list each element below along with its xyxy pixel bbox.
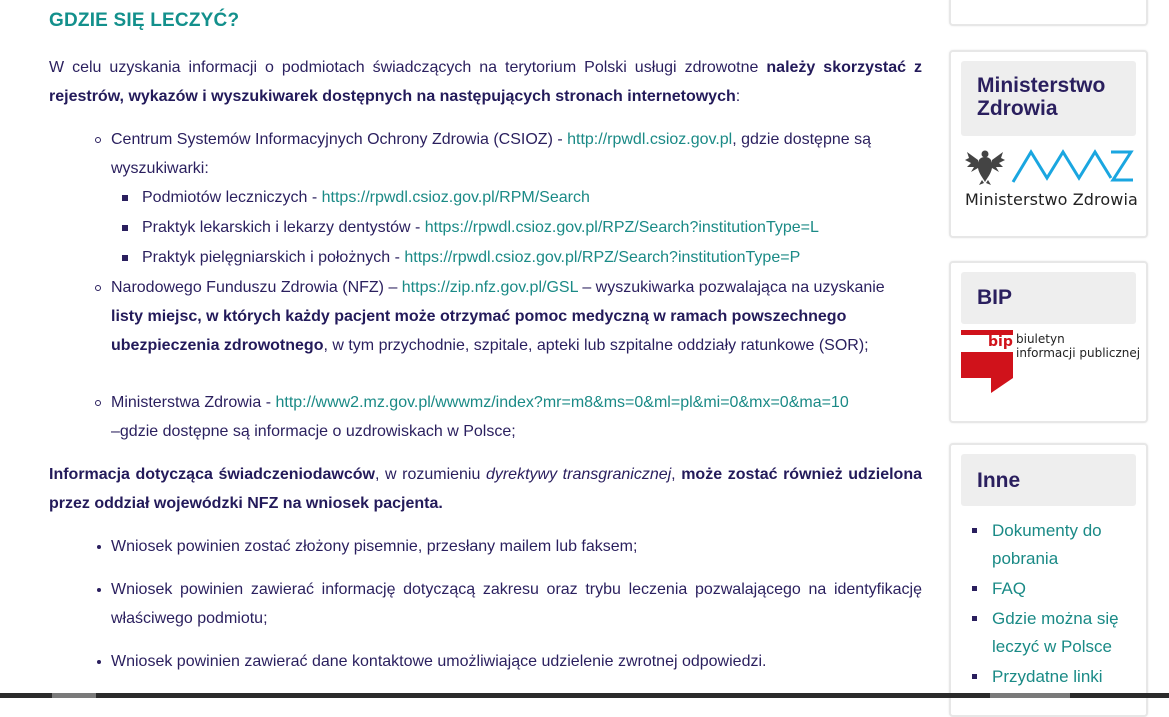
- list-item: Wniosek powinien zostać złożony pisemnie, przesłany mailem lub faksem;: [95, 532, 922, 561]
- sidebar-item-documents[interactable]: [971, 517, 1131, 573]
- sub-item-pielegniarki: [111, 243, 915, 273]
- sidebar-box-bip: [949, 261, 1148, 423]
- csioz-sublist: [111, 183, 915, 273]
- sub-item-lekarze: [111, 213, 915, 243]
- info-paragraph: [49, 460, 922, 518]
- info-text1: , w rozumieniu: [374, 466, 486, 483]
- info-bold1: Informacja dotycząca świadczeniodawców: [49, 466, 375, 483]
- nfz-text3: , w tym przychodnie, szpitale, apteki lub szpitalne oddziały ratunkowe (SOR);: [323, 337, 869, 354]
- sidebar-link[interactable]: Dokumenty do pobrania: [992, 521, 1102, 568]
- csioz-text: Centrum Systemów Informacyjnych Ochrony Zdrowia (CSIOZ) -: [111, 131, 568, 148]
- sub-label: Praktyk lekarskich i lekarzy dentystów -: [142, 219, 425, 236]
- mz-text: Ministerstwa Zdrowia -: [111, 394, 276, 411]
- sidebar-item-where-to-treat[interactable]: [971, 605, 1131, 661]
- sidebar-item-useful-links[interactable]: [971, 663, 1131, 691]
- intro-paragraph: [49, 53, 922, 111]
- sub-label: Praktyk pielęgniarskich i położnych -: [142, 249, 405, 266]
- other-links: [971, 517, 1131, 693]
- list-item-csioz: [95, 125, 915, 273]
- registry-list-mz: [95, 388, 915, 446]
- sub-item-podmioty: [111, 183, 915, 213]
- sub-link-pielegniarki[interactable]: https://rpwdl.csioz.gov.pl/RPZ/Search?institutionType=P: [404, 249, 801, 266]
- bip-line1: biuletyn: [1016, 332, 1065, 346]
- list-item: Wniosek powinien zawierać dane kontaktowe umożliwiające udzielenie zwrotnej odpowiedzi.: [95, 647, 922, 676]
- ministry-logo-text: Ministerstwo Zdrowia: [965, 190, 1138, 209]
- sidebar-link[interactable]: Przydatne linki: [992, 667, 1103, 686]
- list-item-mz: [95, 388, 915, 446]
- ministry-heading: Ministerstwo Zdrowia: [961, 61, 1136, 136]
- mz-logo-mark: [1011, 148, 1135, 186]
- intro-bold: należy skorzystać z rejestrów, wykazów i wyszukiwarek dostępnych na następujących stronach internetowych: [49, 59, 923, 105]
- bip-heading: BIP: [961, 272, 1136, 324]
- nfz-text: Narodowego Funduszu Zdrowia (NFZ) –: [111, 279, 402, 296]
- info-italic: dyrektywy transgranicznej: [485, 466, 672, 483]
- other-heading: Inne: [961, 454, 1136, 506]
- eagle-icon: [965, 146, 1005, 186]
- page-title: GDZIE SIĘ LECZYĆ?: [49, 10, 240, 31]
- bip-line2: informacji publicznej: [1016, 346, 1141, 360]
- bottom-scroll-strip: [0, 693, 1169, 698]
- sidebar-box-ministry: [949, 50, 1148, 238]
- mz-link[interactable]: http://www2.mz.gov.pl/wwwmz/index?mr=m8&ms=0&ml=pl&mi=0&mx=0&ma=10: [275, 394, 849, 411]
- mz-text2: –gdzie dostępne są informacje o uzdrowiskach w Polsce;: [111, 423, 516, 440]
- info-bold2: może zostać również udzielona przez oddział wojewódzki NFZ na wniosek pacjenta.: [49, 466, 922, 512]
- sidebar-box-other: [949, 443, 1148, 717]
- sidebar-box-top: [949, 0, 1148, 26]
- nfz-text2: – wyszukiwarka pozwalająca na uzyskanie: [577, 279, 885, 296]
- sub-link-podmioty[interactable]: https://rpwdl.csioz.gov.pl/RPM/Search: [321, 189, 590, 206]
- sidebar-link[interactable]: Gdzie można się leczyć w Polsce: [992, 609, 1119, 656]
- sidebar-item-faq[interactable]: [971, 575, 1131, 603]
- intro-text: W celu uzyskania informacji o podmiotach świadczących na terytorium Polski usługi zdrowotne: [49, 59, 767, 76]
- sidebar-link[interactable]: FAQ: [992, 579, 1027, 598]
- csioz-text2: , gdzie dostępne są wyszukiwarki:: [111, 131, 871, 177]
- intro-end: :: [735, 88, 741, 105]
- sub-label: Podmiotów leczniczych -: [142, 189, 322, 206]
- ministry-logo[interactable]: [963, 146, 1138, 212]
- strip-segment: [990, 693, 1070, 698]
- sub-link-lekarze[interactable]: https://rpwdl.csioz.gov.pl/RPZ/Search?institutionType=L: [424, 219, 819, 236]
- bip-mark-text: bip: [988, 334, 1013, 350]
- nfz-link[interactable]: https://zip.nfz.gov.pl/GSL: [401, 279, 578, 296]
- info-text2: ,: [671, 466, 682, 483]
- list-item: Wniosek powinien zawierać informację dotyczącą zakresu oraz trybu leczenia pozwalającego na identyfikację właściwego podmiotu;: [95, 575, 922, 633]
- strip-segment: [52, 693, 96, 698]
- list-item-nfz: [95, 273, 915, 360]
- registry-list-nfz: [95, 273, 915, 360]
- nfz-bold: listy miejsc, w których każdy pacjent może otrzymać pomoc medyczną w ramach powszechnego ubezpieczenia zdrowotnego: [111, 308, 847, 354]
- bip-logo-text: [1016, 332, 1140, 360]
- csioz-link[interactable]: http://rpwdl.csioz.gov.pl: [567, 131, 733, 148]
- registry-list: [95, 125, 915, 273]
- bip-logo[interactable]: [961, 330, 1141, 396]
